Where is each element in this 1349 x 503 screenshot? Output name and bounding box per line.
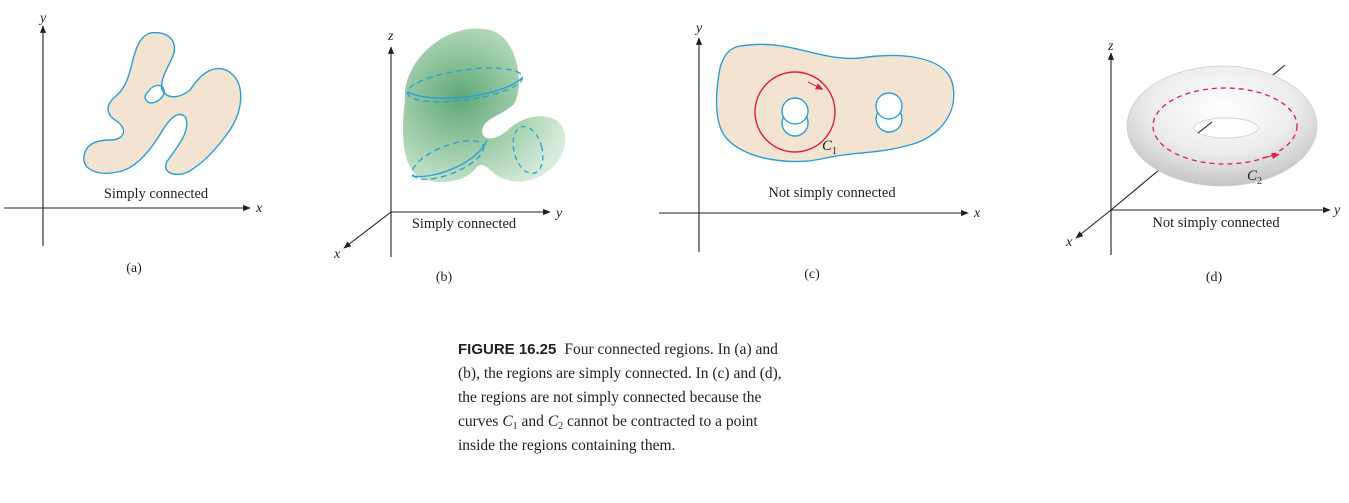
panel-caption: Not simply connected [1152, 215, 1280, 231]
panel-tag: (c) [804, 267, 820, 282]
x-axis-label: x [1066, 235, 1073, 250]
x-axis [344, 212, 391, 248]
x-axis-label: x [974, 206, 981, 221]
panel-a [4, 11, 263, 276]
curve-c1-label: $C_1$ [822, 138, 838, 157]
hole-left [782, 98, 808, 124]
panel-caption: Simply connected [103, 186, 209, 202]
curve-c1-ref: $C_1$ [502, 413, 518, 432]
panel-tag: (a) [126, 261, 142, 276]
y-axis-label: y [696, 21, 703, 36]
caption-text-2: and [521, 413, 544, 430]
panel-caption: Simply connected [411, 216, 517, 232]
panel-c [659, 21, 981, 282]
panel-d [1065, 39, 1341, 285]
y-axis-label: y [556, 206, 563, 221]
panel-caption: Not simply connected [768, 185, 896, 201]
y-axis-label: y [1334, 203, 1341, 218]
caption-text-3: cannot be contracted to a point inside the regions containing them. [458, 413, 758, 454]
z-axis-label: z [1108, 39, 1114, 54]
figure-caption [458, 338, 788, 458]
panel-tag: (d) [1205, 270, 1223, 285]
x-axis-label: x [256, 201, 263, 216]
x-axis-label: x [334, 247, 341, 262]
region-with-holes [716, 44, 953, 161]
z-axis-label: z [388, 29, 394, 44]
figure-label: FIGURE 16.25 [458, 341, 557, 358]
panel-tag: (b) [435, 270, 453, 285]
hole-right [876, 93, 902, 119]
panel-b [333, 28, 565, 285]
curve-c2-ref: $C_2$ [547, 413, 564, 432]
caption-text-1: Four connected regions. In (a) and (b), the regions are simply connected. In (c) and (d), the regions are not simply connected because the curves [458, 341, 782, 430]
simply-connected-region [84, 33, 241, 175]
solid-region [403, 28, 565, 182]
y-axis-label: y [40, 11, 47, 26]
x-axis [1076, 210, 1111, 238]
curve-c2-label: $C_2$ [1247, 168, 1263, 187]
